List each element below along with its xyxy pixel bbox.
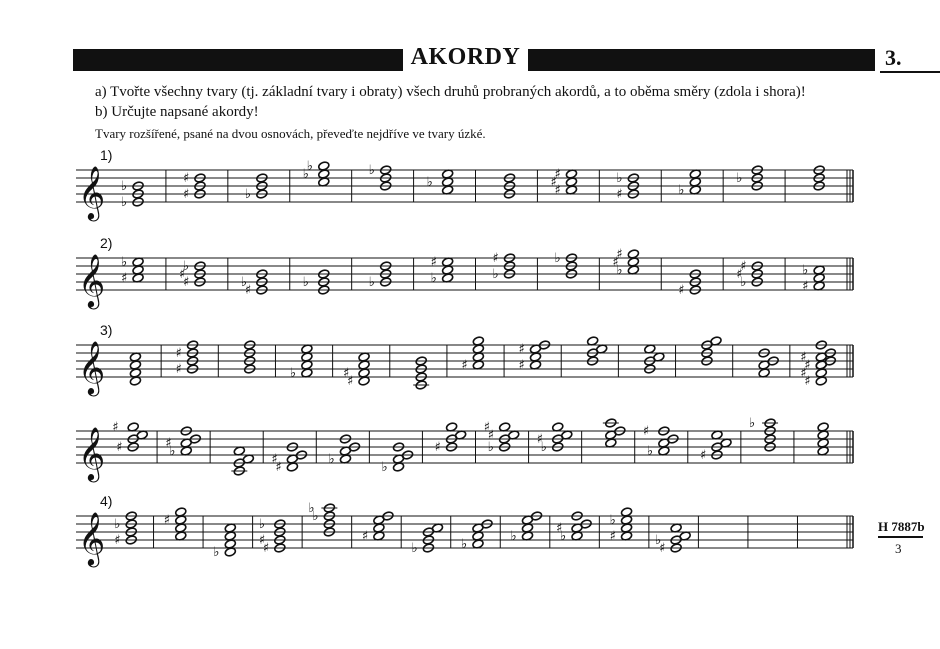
treble-clef-icon: 𝄞	[78, 253, 106, 307]
flat-icon: ♭	[308, 501, 315, 516]
treble-clef-icon: 𝄞	[78, 340, 106, 394]
chord	[802, 263, 825, 294]
sharp-icon: ♯	[536, 432, 544, 447]
chord	[435, 422, 467, 455]
sharp-icon: ♯	[487, 428, 494, 443]
sharp-icon: ♯	[275, 460, 282, 475]
sharp-icon: ♯	[244, 283, 252, 298]
sharp-icon: ♯	[554, 167, 561, 182]
sharp-icon: ♯	[740, 259, 747, 274]
chord	[112, 420, 148, 455]
sharp-icon: ♯	[802, 279, 809, 294]
chord	[644, 344, 665, 374]
chord	[213, 523, 236, 560]
sharp-icon: ♯	[556, 521, 563, 536]
chord	[678, 269, 701, 298]
staff-system	[76, 247, 853, 309]
exercise-label-2: 2)	[100, 235, 113, 251]
flat-icon: ♭	[678, 183, 685, 198]
chord	[700, 430, 732, 463]
flat-icon: ♭	[411, 541, 418, 556]
flat-icon: ♭	[736, 171, 743, 186]
flat-icon: ♭	[258, 517, 265, 532]
flat-icon: ♭	[802, 263, 809, 278]
sharp-icon: ♯	[518, 342, 525, 357]
chord	[587, 336, 608, 366]
flat-icon: ♭	[182, 259, 190, 274]
sharp-icon: ♯	[434, 440, 441, 455]
sharp-icon: ♯	[616, 247, 623, 262]
sharp-icon: ♯	[361, 529, 369, 544]
exercise-label-3: 3)	[100, 322, 113, 338]
staff-system	[76, 501, 853, 567]
chord	[643, 424, 679, 459]
flat-icon: ♭	[381, 460, 388, 475]
chord	[241, 269, 268, 298]
sharp-icon: ♯	[699, 448, 707, 463]
chord	[369, 261, 392, 290]
chord	[121, 255, 144, 286]
flat-icon: ♭	[121, 195, 128, 210]
catalog-number: H 7887b	[878, 519, 925, 534]
sharp-icon: ♯	[804, 358, 811, 373]
sharp-icon: ♯	[116, 440, 123, 455]
sharp-icon: ♯	[659, 541, 666, 556]
chord	[231, 446, 254, 476]
sharp-icon: ♯	[258, 533, 266, 548]
chord	[461, 336, 484, 373]
flat-icon: ♭	[492, 267, 499, 282]
treble-clef-icon: 𝄞	[78, 165, 106, 219]
chord	[245, 173, 268, 202]
staff-system	[76, 336, 853, 396]
sharp-icon: ♯	[800, 366, 807, 381]
chord	[655, 523, 691, 556]
flat-icon: ♭	[426, 175, 433, 190]
flat-icon: ♭	[306, 159, 313, 174]
flat-icon: ♭	[312, 509, 319, 524]
flat-icon: ♭	[121, 179, 128, 194]
flat-icon: ♭	[749, 416, 756, 431]
sharp-icon: ♯	[163, 513, 171, 528]
sharp-icon: ♯	[492, 251, 499, 266]
flat-icon: ♭	[302, 275, 309, 290]
flat-icon: ♭	[740, 275, 747, 290]
flat-icon: ♭	[460, 537, 468, 552]
sharp-icon: ♯	[678, 283, 685, 298]
chord	[537, 422, 573, 455]
sharp-icon: ♯	[550, 175, 557, 190]
flat-icon: ♭	[540, 440, 547, 455]
flat-icon: ♭	[616, 171, 623, 186]
flat-icon: ♭	[302, 167, 309, 182]
sharp-icon: ♯	[518, 358, 525, 373]
staff-system	[76, 416, 853, 482]
flat-icon: ♭	[510, 529, 517, 544]
flat-icon: ♭	[609, 513, 616, 528]
sharp-icon: ♯	[114, 533, 121, 548]
exercise-label-1: 1)	[100, 147, 113, 163]
chapter-number: 3.	[885, 45, 902, 70]
flat-icon: ♭	[289, 366, 297, 381]
sharp-icon: ♯	[804, 374, 811, 389]
flat-icon: ♭	[240, 275, 248, 290]
sharp-icon: ♯	[347, 374, 354, 389]
chord	[290, 344, 313, 381]
chord	[612, 247, 639, 278]
flat-icon: ♭	[655, 533, 662, 548]
instruction-note: Tvary rozšířené, psané na dvou osnovách, převeďte nejdříve ve tvary úzké.	[95, 126, 486, 141]
chord	[701, 336, 722, 366]
sharp-icon: ♯	[165, 436, 172, 451]
flat-icon: ♭	[368, 275, 375, 290]
sharp-icon: ♯	[175, 346, 182, 361]
exercise-label-4: 4)	[100, 493, 113, 509]
sharp-icon: ♯	[262, 541, 270, 556]
flat-icon: ♭	[328, 452, 335, 467]
chord	[431, 255, 454, 286]
chord	[343, 352, 370, 389]
sharp-icon: ♯	[483, 420, 490, 435]
chord	[369, 163, 392, 191]
sharp-icon: ♯	[112, 420, 119, 435]
sharp-icon: ♯	[271, 452, 278, 467]
flat-icon: ♭	[368, 163, 375, 178]
flat-icon: ♭	[121, 255, 128, 270]
sharp-icon: ♯	[609, 529, 616, 544]
flat-icon: ♭	[114, 517, 121, 532]
sharp-icon: ♯	[430, 255, 437, 270]
flat-icon: ♭	[244, 187, 252, 202]
chord	[610, 507, 633, 544]
chord	[550, 167, 577, 198]
sharp-icon: ♯	[175, 362, 182, 377]
chord	[427, 169, 454, 195]
sharp-icon: ♯	[736, 267, 743, 282]
instruction-b: b) Určujte napsané akordy!	[95, 104, 259, 120]
flat-icon: ♭	[554, 251, 561, 266]
treble-clef-icon: 𝄞	[78, 426, 106, 480]
page-number: 3	[895, 541, 902, 556]
chord	[758, 348, 779, 378]
catalog-underline	[878, 536, 923, 538]
sharp-icon: ♯	[178, 267, 186, 282]
chord	[303, 159, 330, 187]
sharp-icon: ♯	[343, 366, 350, 381]
page-title: AKORDY	[410, 44, 521, 70]
flat-icon: ♭	[430, 271, 437, 286]
staff-system	[76, 159, 853, 221]
chord	[259, 517, 286, 556]
sharp-icon: ♯	[642, 424, 650, 439]
chord	[554, 251, 577, 279]
sharp-icon: ♯	[612, 255, 619, 270]
flat-icon: ♭	[169, 444, 176, 459]
chord	[603, 418, 626, 448]
chord	[484, 420, 520, 455]
flat-icon: ♭	[646, 444, 654, 459]
sharp-icon: ♯	[121, 271, 128, 286]
flat-icon: ♭	[487, 440, 494, 455]
flat-icon: ♭	[616, 263, 623, 278]
sharp-icon: ♯	[616, 187, 623, 202]
chord	[411, 523, 443, 556]
treble-clef-icon: 𝄞	[78, 511, 106, 565]
sharp-icon: ♯	[554, 183, 561, 198]
sharp-icon: ♯	[182, 171, 190, 186]
sharp-icon: ♯	[461, 358, 468, 373]
sharp-icon: ♯	[182, 187, 190, 202]
instruction-a: a) Tvořte všechny tvary (tj. základní tvary i obraty) všech druhů probraných akordů, a to oběma směry (zdola i shora)!	[95, 84, 806, 100]
flat-icon: ♭	[560, 529, 567, 544]
sharp-icon: ♯	[800, 350, 807, 365]
flat-icon: ♭	[213, 545, 220, 560]
sharp-icon: ♯	[182, 275, 190, 290]
